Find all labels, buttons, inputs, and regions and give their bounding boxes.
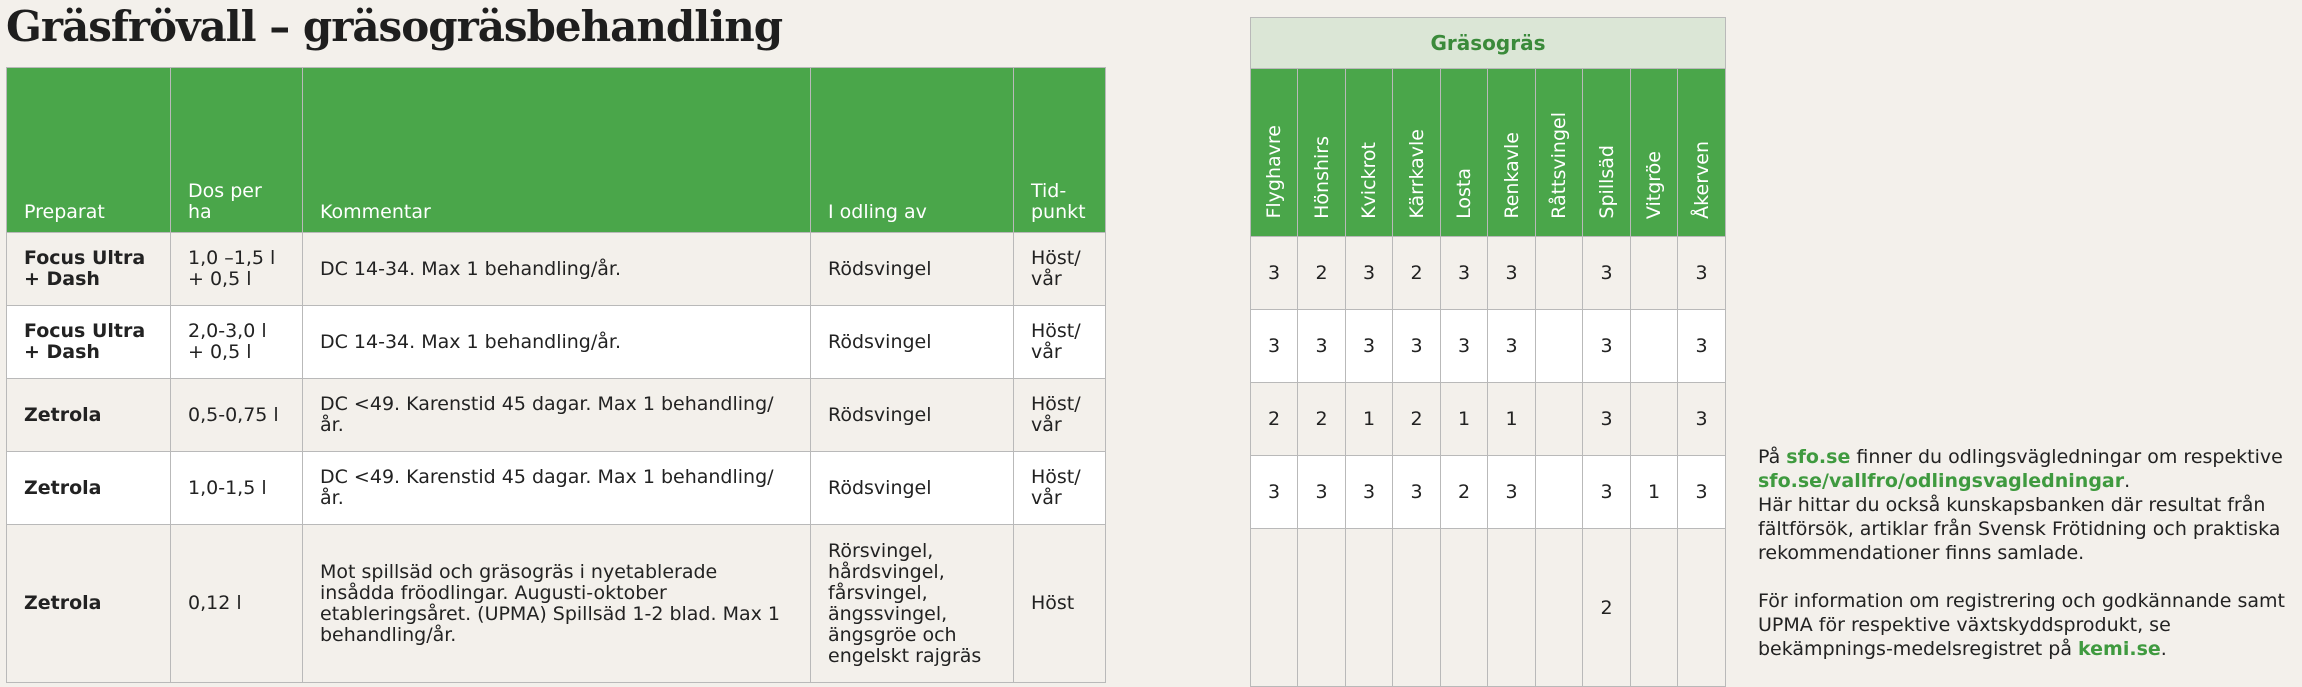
cell-kommentar: DC 14-34. Max 1 behandling/år. bbox=[303, 306, 811, 379]
weed-effect-cell: 2 bbox=[1251, 383, 1298, 456]
weed-effect-table bbox=[1250, 17, 1726, 687]
weed-effect-cell: 3 bbox=[1346, 456, 1393, 529]
weed-table-row bbox=[1251, 383, 1726, 456]
sfo-link[interactable]: sfo.se bbox=[1786, 446, 1851, 468]
header-tidpunkt: Tid- punkt bbox=[1014, 68, 1106, 233]
weed-effect-cell: 3 bbox=[1678, 383, 1726, 456]
kemi-link[interactable]: kemi.se bbox=[2078, 638, 2161, 660]
weed-column-label: Råttsvingel bbox=[1548, 112, 1570, 219]
weed-effect-cell: 3 bbox=[1583, 383, 1631, 456]
info-text: finner du odlingsvägledningar om respektive bbox=[1850, 446, 2283, 468]
cell-kommentar: DC 14-34. Max 1 behandling/år. bbox=[303, 233, 811, 306]
cell-kommentar: DC <49. Karenstid 45 dagar. Max 1 behandling/år. bbox=[303, 379, 811, 452]
weed-effect-cell: 2 bbox=[1393, 383, 1441, 456]
cell-preparat: Zetrola bbox=[7, 452, 171, 525]
weed-column-label: Vitgröe bbox=[1643, 150, 1665, 219]
weed-column-label: Losta bbox=[1453, 168, 1475, 219]
weed-effect-cell: 3 bbox=[1583, 237, 1631, 310]
cell-odling: Rödsvingel bbox=[811, 233, 1014, 306]
weed-effect-cell: 3 bbox=[1346, 237, 1393, 310]
weed-effect-cell bbox=[1678, 529, 1726, 687]
table-row bbox=[7, 525, 1106, 683]
table-row bbox=[7, 379, 1106, 452]
cell-odling: Rörsvingel, hårdsvingel, fårsvingel, ängssvingel, ängsgröe och engelskt rajgräs bbox=[811, 525, 1014, 683]
table-row bbox=[7, 452, 1106, 525]
cell-tidpunkt: Höst bbox=[1014, 525, 1106, 683]
weed-effect-cell bbox=[1631, 383, 1678, 456]
weed-column-header bbox=[1298, 69, 1346, 237]
header-kommentar: Kommentar bbox=[303, 68, 811, 233]
weed-effect-cell bbox=[1631, 237, 1678, 310]
weed-effect-cell bbox=[1631, 529, 1678, 687]
weed-effect-cell bbox=[1631, 310, 1678, 383]
weed-column-label: Flyghavre bbox=[1263, 125, 1285, 219]
cell-preparat: Focus Ultra + Dash bbox=[7, 306, 171, 379]
cell-kommentar: Mot spillsäd och gräsogräs i nyetablerade insådda fröodlingar. Augusti-oktober etableringsåret. (UPMA) Spillsäd 1-2 blad. Max 1 behandling/år. bbox=[303, 525, 811, 683]
weed-effect-cell: 1 bbox=[1488, 383, 1536, 456]
header-odling: I odling av bbox=[811, 68, 1014, 233]
weed-column-header bbox=[1583, 69, 1631, 237]
weed-effect-cell: 3 bbox=[1251, 456, 1298, 529]
cell-odling: Rödsvingel bbox=[811, 452, 1014, 525]
weed-effect-cell: 3 bbox=[1251, 310, 1298, 383]
weed-column-label: Kvickrot bbox=[1358, 142, 1380, 219]
cell-preparat: Focus Ultra + Dash bbox=[7, 233, 171, 306]
cell-preparat: Zetrola bbox=[7, 525, 171, 683]
weed-effect-cell: 2 bbox=[1298, 237, 1346, 310]
weed-effect-cell: 3 bbox=[1488, 456, 1536, 529]
weed-table-row bbox=[1251, 456, 1726, 529]
weed-effect-cell: 3 bbox=[1583, 310, 1631, 383]
weed-group-header: Gräsogräs bbox=[1251, 18, 1726, 69]
header-dos: Dos per ha bbox=[171, 68, 303, 233]
table-row bbox=[7, 233, 1106, 306]
weed-effect-cell bbox=[1536, 529, 1583, 687]
weed-effect-cell bbox=[1536, 237, 1583, 310]
weed-effect-cell: 1 bbox=[1631, 456, 1678, 529]
weed-effect-cell bbox=[1536, 383, 1583, 456]
info-text: . bbox=[2160, 638, 2167, 660]
weed-effect-cell: 3 bbox=[1441, 237, 1488, 310]
weed-effect-cell: 3 bbox=[1298, 456, 1346, 529]
header-preparat: Preparat bbox=[7, 68, 171, 233]
info-text: Här hittar du också kunskapsbanken där resultat från fältförsök, artiklar från Svensk Frötidning och praktiska rekommendationer finns samlade. bbox=[1758, 494, 2281, 564]
weed-table-row bbox=[1251, 310, 1726, 383]
weed-effect-cell: 3 bbox=[1678, 456, 1726, 529]
weed-column-label: Spillsäd bbox=[1595, 145, 1618, 219]
info-text: På bbox=[1758, 446, 1787, 468]
weed-effect-cell: 1 bbox=[1346, 383, 1393, 456]
page-title: Gräsfrövall – gräsogräsbehandling bbox=[6, 2, 783, 51]
info-text: . bbox=[2124, 470, 2131, 492]
weed-column-label: Åkerven bbox=[1690, 141, 1713, 219]
weed-column-header bbox=[1631, 69, 1678, 237]
weed-column-header bbox=[1441, 69, 1488, 237]
cell-tidpunkt: Höst/ vår bbox=[1014, 233, 1106, 306]
table-row bbox=[7, 306, 1106, 379]
weed-effect-cell: 3 bbox=[1678, 237, 1726, 310]
cell-dos: 1,0-1,5 l bbox=[171, 452, 303, 525]
weed-table-row bbox=[1251, 237, 1726, 310]
weed-effect-cell bbox=[1488, 529, 1536, 687]
weed-effect-cell: 3 bbox=[1393, 310, 1441, 383]
cell-tidpunkt: Höst/ vår bbox=[1014, 306, 1106, 379]
weed-effect-cell bbox=[1536, 310, 1583, 383]
weed-table-row bbox=[1251, 529, 1726, 687]
info-text: För information om registrering och godkännande samt UPMA för respektive växtskyddsprodukt, se bekämpnings-medelsregistret på bbox=[1758, 590, 2285, 660]
weed-effect-cell: 3 bbox=[1393, 456, 1441, 529]
weed-column-header bbox=[1251, 69, 1298, 237]
weed-effect-cell bbox=[1251, 529, 1298, 687]
cell-odling: Rödsvingel bbox=[811, 306, 1014, 379]
cell-odling: Rödsvingel bbox=[811, 379, 1014, 452]
cell-dos: 0,12 l bbox=[171, 525, 303, 683]
weed-effect-cell bbox=[1393, 529, 1441, 687]
cell-dos: 1,0 –1,5 l + 0,5 l bbox=[171, 233, 303, 306]
weed-effect-cell: 3 bbox=[1678, 310, 1726, 383]
weed-effect-cell: 3 bbox=[1488, 237, 1536, 310]
treatment-table-header-row bbox=[7, 68, 1106, 233]
weed-effect-cell: 2 bbox=[1393, 237, 1441, 310]
weed-effect-cell: 2 bbox=[1441, 456, 1488, 529]
info-paragraph-registrering bbox=[1758, 589, 2298, 661]
weed-effect-cell bbox=[1346, 529, 1393, 687]
weed-column-label: Kärrkavle bbox=[1405, 129, 1428, 219]
cell-dos: 0,5-0,75 l bbox=[171, 379, 303, 452]
cell-preparat: Zetrola bbox=[7, 379, 171, 452]
weed-column-header bbox=[1488, 69, 1536, 237]
weed-effect-cell: 3 bbox=[1251, 237, 1298, 310]
weed-column-header bbox=[1346, 69, 1393, 237]
weed-column-header bbox=[1678, 69, 1726, 237]
info-block bbox=[1758, 445, 2298, 661]
weed-effect-cell: 2 bbox=[1298, 383, 1346, 456]
weed-effect-cell: 3 bbox=[1346, 310, 1393, 383]
weed-effect-cell bbox=[1298, 529, 1346, 687]
treatment-table bbox=[6, 67, 1106, 683]
weed-column-header bbox=[1393, 69, 1441, 237]
cell-tidpunkt: Höst/ vår bbox=[1014, 452, 1106, 525]
weed-effect-cell: 3 bbox=[1441, 310, 1488, 383]
weed-effect-cell: 3 bbox=[1583, 456, 1631, 529]
cell-tidpunkt: Höst/ vår bbox=[1014, 379, 1106, 452]
weed-effect-cell: 1 bbox=[1441, 383, 1488, 456]
weed-effect-cell bbox=[1441, 529, 1488, 687]
cell-kommentar: DC <49. Karenstid 45 dagar. Max 1 behandling/år. bbox=[303, 452, 811, 525]
weed-column-label: Hönshirs bbox=[1310, 136, 1333, 219]
weed-effect-cell: 3 bbox=[1488, 310, 1536, 383]
cell-dos: 2,0-3,0 l + 0,5 l bbox=[171, 306, 303, 379]
weed-column-label: Renkavle bbox=[1500, 132, 1523, 219]
odlingsvagledningar-link[interactable]: sfo.se/vallfro/odlingsvagledningar bbox=[1758, 470, 2125, 492]
weed-effect-cell bbox=[1536, 456, 1583, 529]
weed-effect-cell: 2 bbox=[1583, 529, 1631, 687]
weed-column-header bbox=[1536, 69, 1583, 237]
info-paragraph-odlingsvagledning bbox=[1758, 445, 2298, 565]
weed-effect-cell: 3 bbox=[1298, 310, 1346, 383]
